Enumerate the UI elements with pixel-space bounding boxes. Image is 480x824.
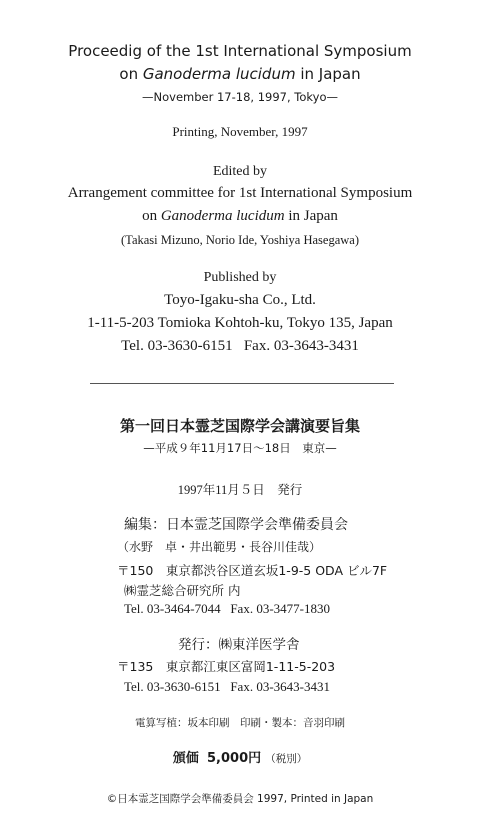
english-title-line2 — [0, 65, 480, 83]
english-date-venue: —November 17-18, 1997, Tokyo— — [142, 90, 338, 104]
japanese-publisher-tel-fax: Tel. 03-3630-6151 Fax. 03-3643-3431 — [124, 679, 330, 694]
japanese-editor-address: 〒150 東京都渋谷区道玄坂1-9-5 ODA ビル7F — [117, 563, 388, 578]
japanese-publisher-address: 〒135 東京都江東区富岡1-11-5-203 — [117, 659, 336, 674]
japanese-editor-label: 編集：日本霊芝国際学会準備委員会 — [124, 517, 348, 533]
price-value: 5,000円 — [207, 751, 262, 766]
editor-names: (Takasi Mizuno, Norio Ide, Yoshiya Hasegawa) — [121, 233, 359, 247]
price-line — [0, 747, 480, 766]
publisher-address: 1-11-5-203 Tomioka Kohtoh-ku, Tokyo 135, Japan — [87, 315, 393, 331]
divider-rule — [90, 383, 394, 384]
japanese-editor-org: ㈱霊芝総合研究所 内 — [124, 583, 241, 598]
japanese-issue-date: 1997年11月５日 発行 — [177, 483, 303, 497]
editor-line2 — [0, 208, 480, 225]
printing-credits: 電算写植：坂本印刷 印刷・製本：音羽印刷 — [135, 717, 345, 729]
price-note: （税別） — [265, 753, 308, 765]
editor-species-name: Ganoderma lucidum — [160, 208, 285, 224]
printing-date: Printing, November, 1997 — [172, 124, 308, 139]
price-label: 頒価 — [172, 751, 199, 766]
title-line2-prefix: on — [119, 65, 143, 83]
publisher-name: Toyo-Igaku-sha Co., Ltd. — [164, 292, 316, 308]
editor-line1: Arrangement committee for 1st International Symposium — [67, 185, 413, 201]
title-species-name: Ganoderma lucidum — [142, 65, 296, 83]
copyright-line: ©日本霊芝国際学会準備委員会 1997, Printed in Japan — [106, 793, 374, 805]
publisher-tel-fax: Tel. 03-3630-6151 Fax. 03-3643-3431 — [121, 338, 359, 354]
japanese-title: 第一回日本霊芝国際学会講演要旨集 — [119, 417, 360, 435]
japanese-publisher-label: 発行：㈱東洋医学舎 — [178, 637, 300, 653]
editor-line2-suffix: in Japan — [284, 208, 338, 224]
japanese-subtitle: —平成９年11月17日〜18日 東京— — [143, 441, 337, 455]
japanese-editor-tel-fax: Tel. 03-3464-7044 Fax. 03-3477-1830 — [124, 601, 330, 616]
published-by-label: Published by — [203, 270, 277, 285]
english-title-line1: Proceedig of the 1st International Symposium — [68, 42, 412, 60]
editor-line2-prefix: on — [142, 208, 161, 224]
japanese-editor-names: （水野 卓・井出範男・長谷川佳哉） — [117, 540, 322, 554]
title-line2-suffix: in Japan — [295, 65, 361, 83]
edited-by-label: Edited by — [212, 164, 268, 179]
